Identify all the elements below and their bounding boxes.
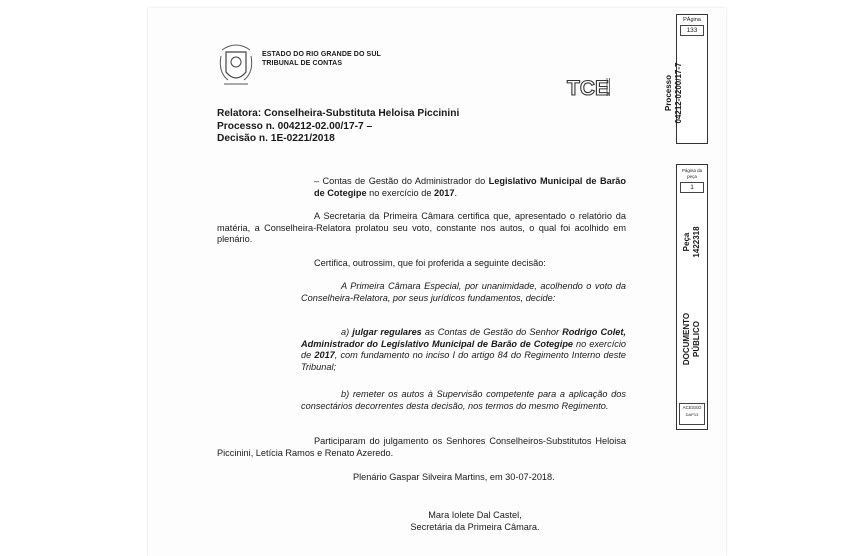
decisao-line: Decisão n. 1E-0221/2018 xyxy=(217,133,335,144)
piece-id-stamp xyxy=(682,207,702,277)
institution-name xyxy=(262,50,381,68)
decision-item-b: b) remeter os autos à Supervisão competente para a aplicação dos consectários decorrentes desta decisão, nos termos do mesmo Regimento. xyxy=(301,389,626,411)
signatory-name: Mara Iolete Dal Castel, xyxy=(428,510,522,520)
institution-line-2: TRIBUNAL DE CONTAS xyxy=(262,60,343,67)
signatory-title: Secretária da Primeira Câmara. xyxy=(410,521,540,532)
item-a-marker: a) xyxy=(341,327,353,337)
decision-quote: A Primeira Câmara Especial, por unanimidade, acolhendo o voto da Conselheira-Relatora, por seus jurídicos fundamentos, decide: xyxy=(301,281,626,303)
public-document-stamp xyxy=(682,299,702,379)
subject-text-1: – Contas de Gestão do Administrador do xyxy=(314,176,489,186)
processo-stamp xyxy=(664,51,684,135)
item-a-text-2: no exercício de xyxy=(301,338,626,361)
participants-paragraph: Participaram do julgamento os Senhores Conselheiros-Substitutos Heloisa Piccinini, Letícia Ramos e Renato Azeredo. xyxy=(217,436,626,458)
tce-logo xyxy=(566,76,612,98)
item-a-person: Rodrigo Colet, Administrador do Legislativo Municipal de Barão de Cotegipe xyxy=(301,327,626,349)
public-document-line-1: DOCUMENTO xyxy=(682,312,691,366)
piece-page-label-1: Página da xyxy=(681,168,703,173)
access-label: ACESSO xyxy=(682,405,702,410)
piece-id-label: Peça xyxy=(682,232,691,252)
subject-paragraph xyxy=(314,176,626,199)
access-stamp xyxy=(679,403,705,425)
certification-paragraph: A Secretaria da Primeira Câmara certifica que, apresentado o relatório da matéria, a Conselheira-Relatora prolatou seu voto, constante nos autos, o qual foi acolhido em plenário. xyxy=(217,211,626,245)
item-a-text-1: as Contas de Gestão do Senhor xyxy=(421,327,563,337)
item-a-text-3: , com fundamento no inciso I do artigo 84 do Regimento Interno deste Tribunal; xyxy=(301,350,626,372)
relatora-line: Relatora: Conselheira-Substituta Heloisa Piccinini xyxy=(217,108,460,119)
tce-logo-text: TCE xyxy=(567,77,609,98)
page-number: 133 xyxy=(680,25,704,36)
public-document-line-2: PÚBLICO xyxy=(692,321,701,357)
access-value: DAP13 xyxy=(685,412,699,417)
signature-block xyxy=(380,510,570,533)
subject-text-3: . xyxy=(454,187,458,198)
place-date: Plenário Gaspar Silveira Martins, em 30-07-2018. xyxy=(353,472,555,482)
subject-text-2: no exercício de xyxy=(366,187,434,198)
subject-year: 2017 xyxy=(434,187,455,198)
institution-line-1: ESTADO DO RIO GRANDE DO SUL xyxy=(262,51,381,58)
decision-intro: Certifica, outrossim, que foi proferida a seguinte decisão: xyxy=(314,258,546,268)
page-label: PÁgina xyxy=(683,17,701,23)
processo-stamp-label: Processo xyxy=(664,74,673,112)
decision-item-a xyxy=(301,327,626,373)
case-header xyxy=(217,108,459,146)
page-stamp xyxy=(664,14,708,144)
item-a-year: 2017 xyxy=(314,350,335,361)
piece-page-number: 1 xyxy=(680,182,704,193)
item-a-verdict: julgar regulares xyxy=(352,327,422,337)
piece-id-value: 1422318 xyxy=(692,226,701,258)
subject-entity: Legislativo Municipal de Barão de Cotegipe xyxy=(314,176,626,198)
piece-page-label xyxy=(677,168,707,180)
coat-of-arms-icon xyxy=(218,42,254,88)
piece-stamp xyxy=(676,164,708,430)
processo-stamp-value: 04212-0200/17-7 xyxy=(674,62,683,124)
processo-line: Processo n. 004212-02.00/17-7 – xyxy=(217,120,373,132)
piece-page-label-2: peça xyxy=(687,174,697,179)
